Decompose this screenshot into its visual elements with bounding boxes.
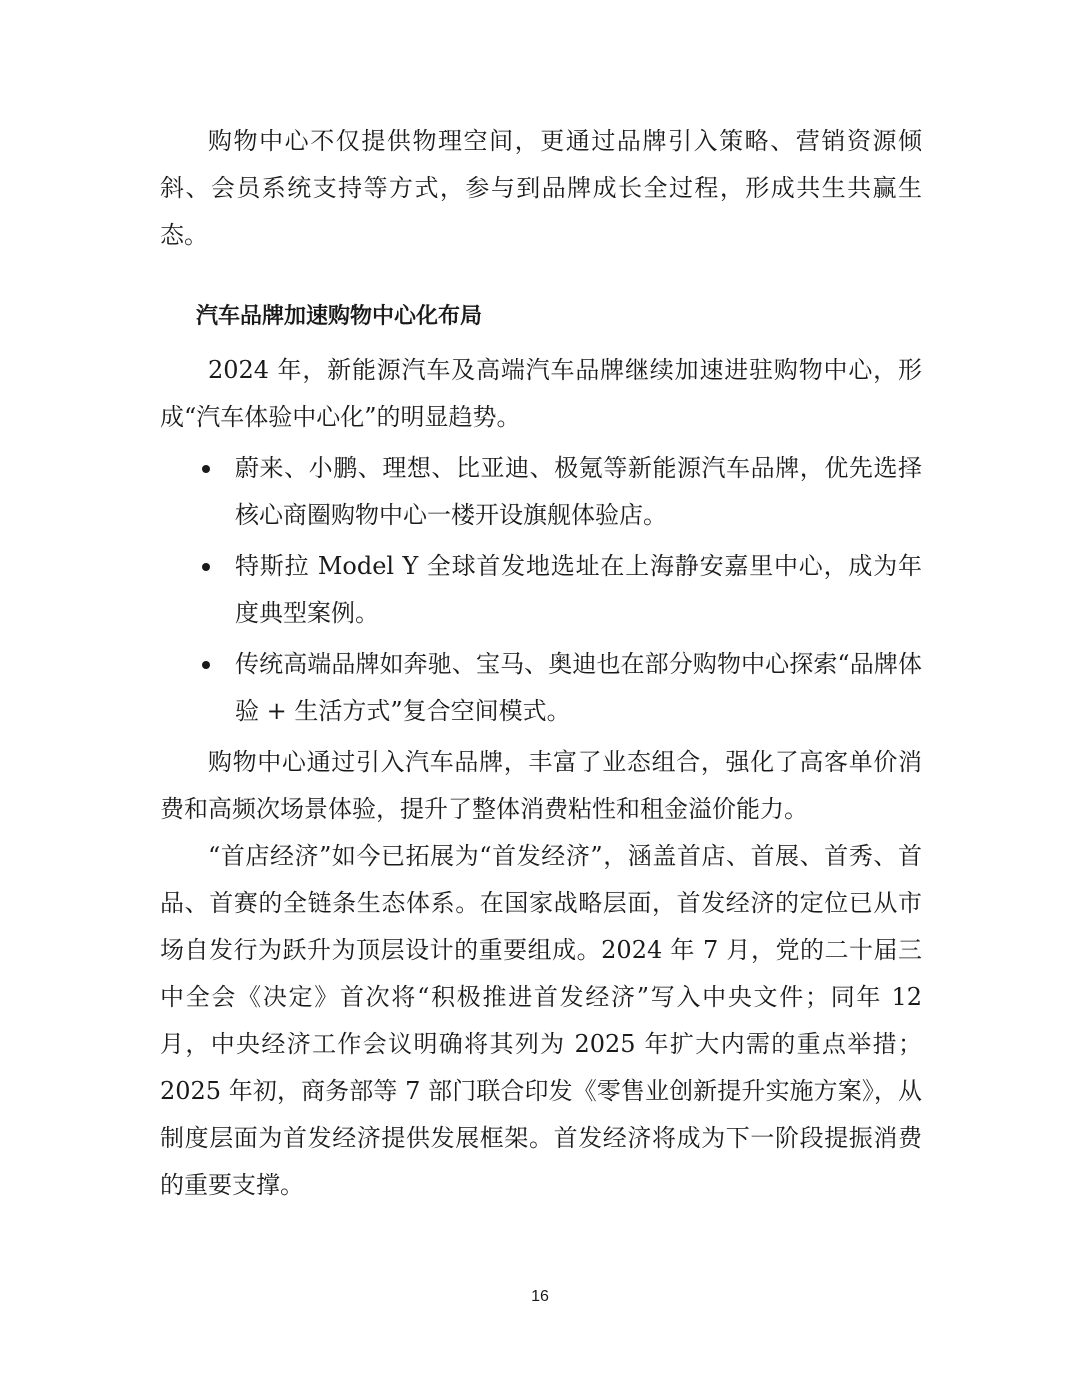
list-item	[160, 641, 922, 735]
bullet-icon	[202, 465, 210, 473]
bullet-text: 特斯拉 Model Y 全球首发地选址在上海静安嘉里中心，成为年度典型案例。	[235, 552, 922, 627]
bullet-text: 蔚来、小鹏、理想、比亚迪、极氪等新能源汽车品牌，优先选择核心商圈购物中心一楼开设旗舰体验店。	[235, 454, 922, 529]
section-heading: 汽车品牌加速购物中心化布局	[196, 304, 483, 329]
list-item	[160, 543, 922, 637]
bullet-text: 传统高端品牌如奔驰、宝马、奥迪也在部分购物中心探索“品牌体验 + 生活方式”复合空间模式。	[235, 650, 922, 725]
paragraph-mall-benefit: 购物中心通过引入汽车品牌，丰富了业态组合，强化了高客单价消费和高频次场景体验，提升了整体消费粘性和租金溢价能力。	[160, 748, 922, 823]
paragraph-auto-trend: 2024 年，新能源汽车及高端汽车品牌继续加速进驻购物中心，形成“汽车体验中心化”的明显趋势。	[160, 356, 922, 431]
paragraph-brand-ecosystem: 购物中心不仅提供物理空间，更通过品牌引入策略、营销资源倾斜、会员系统支持等方式，参与到品牌成长全过程，形成共生共赢生态。	[160, 127, 922, 249]
page-number: 16	[531, 1288, 549, 1305]
bullet-icon	[202, 661, 210, 669]
paragraph-first-launch-economy: “首店经济”如今已拓展为“首发经济”，涵盖首店、首展、首秀、首品、首赛的全链条生态体系。在国家战略层面，首发经济的定位已从市场自发行为跃升为顶层设计的重要组成。2024 年 7 月，党的二十届三中全会《决定》首次将“积极推进首发经济”写入中央文件；同年 12 月，中央经济工作会议明确将其列为 2025 年扩大内需的重点举措；2025 年初，商务部等 7 部门联合印发《零售业创新提升实施方案》，从制度层面为首发经济提供发展框架。首发经济将成为下一阶段提振消费的重要支撑。	[160, 842, 922, 1199]
bullet-icon	[202, 563, 210, 571]
list-item	[160, 445, 922, 539]
bullet-list	[160, 445, 922, 735]
page-content	[160, 118, 922, 1209]
